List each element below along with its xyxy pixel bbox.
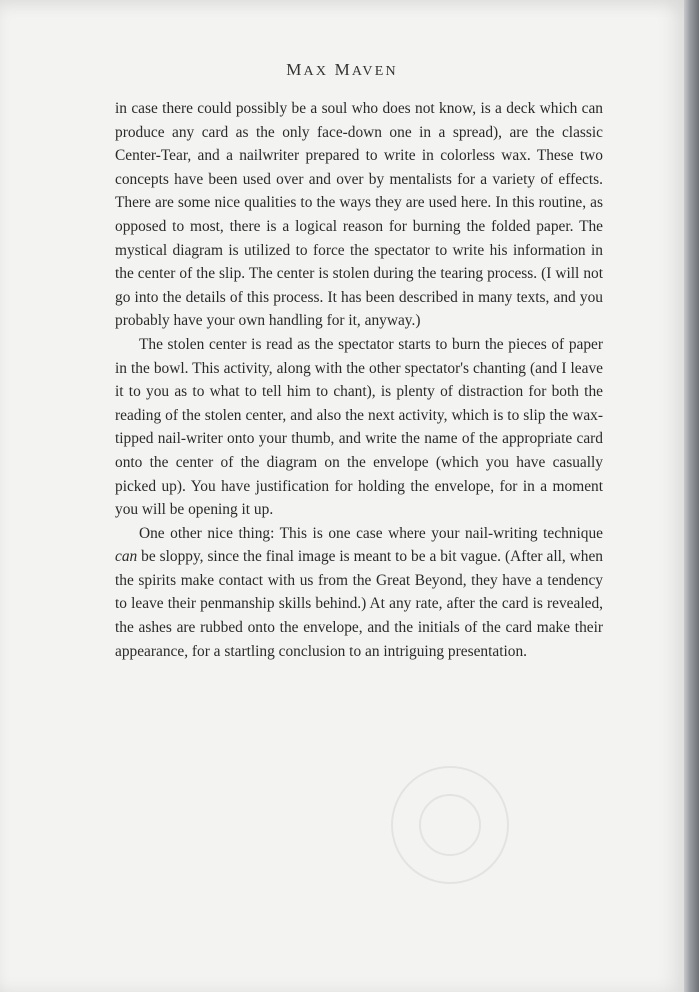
running-head-rest-1: AX — [303, 64, 329, 79]
page-edge — [684, 0, 699, 992]
paragraph-2: The stolen center is read as the spectator starts to burn the pieces of paper in the bowl. This activity, along with the other spectator's chanting (and I leave it to you as to what to tell him to chant), is plenty of distraction for both the reading of the stolen center, and also the next activity, which is to slip the wax-tipped nail-writer onto your thumb, and write the name of the appropriate card onto the center of the diagram on the envelope (which you have casually picked up). You have justification for holding the envelope, for in a moment you will be opening it up. — [115, 335, 603, 519]
paragraph-3-start: One other nice thing: This is one case where your nail-writing technique — [139, 524, 603, 542]
paragraph-1: in case there could possibly be a soul who does not know, is a deck which can produce any card as the only face-down one in a spread), are the classic Center-Tear, and a nailwriter prepared to write in colorless wax. These two concepts have been used over and over by mentalists for a variety of effects. There are some nice qualities to the ways they are used here. In this routine, as opposed to most, there is a logical reason for burning the folded paper. The mystical diagram is utilized to force the spectator to write his information in the center of the slip. The center is stolen during the tearing process. (I will not go into the details of this process. It has been described in many texts, and you probably have your own handling for it, anyway.) — [115, 100, 603, 330]
paragraph-3 — [115, 522, 603, 664]
bleed-through-diagram — [325, 760, 575, 890]
running-head-initial-2: M — [328, 60, 352, 79]
paragraph-3-emphasis: can — [115, 548, 138, 566]
paragraph-3-end: be sloppy, since the final image is meant to be a bit vague. (After all, when the spirits make contact with us from the Great Beyond, they have a tendency to leave their penmanship skills behind.) At any rate, after the card is revealed, the ashes are rubbed onto the envelope, and the initials of the card make their appearance, for a startling conclusion to an intriguing presentation. — [115, 548, 603, 660]
running-head — [0, 60, 684, 80]
running-head-rest-2: AVEN — [351, 64, 398, 79]
running-head-initial-1: M — [286, 60, 304, 79]
body-text — [115, 97, 603, 663]
